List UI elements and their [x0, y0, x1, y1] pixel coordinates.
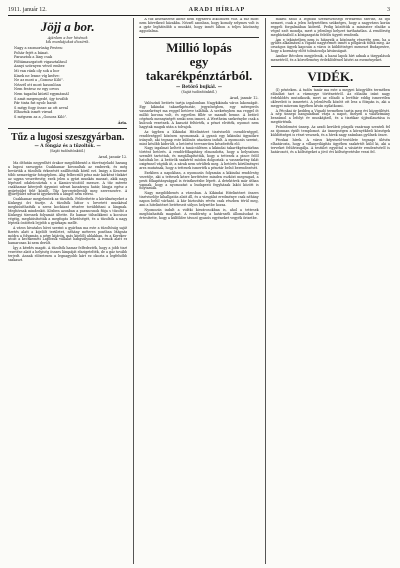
- verse-line: S mégsem az a „Gonosz Kiló”.: [14, 114, 68, 119]
- paragraph: Ezekben a napokban, a nyomozás folyamán a kikindai rendőrség vezetője, aki a tettesek kézre kerítésére minden eszközt megragad, a pesti főkapitánysággal is érintkezésbe lépett. A detektívek már útban vannak, hogy a nyomozást a budapesti fegyházak lakói között is folytassák.: [139, 170, 259, 191]
- article-body: [8, 162, 127, 263]
- column-3: [265, 18, 390, 564]
- paragraph: Csakhamar megjelentek az tűzoltók. Felderítette a körülményeket a Kiskegyi őri tisztje. A tűzoltók bátor s bevetett munkával meghiúsíthatták a szesz kockázat részére továbbítani a lángnak. Meghívnak mindenkit. Közben azonban a parancsnok fiúja s tűzoltó a Kiskegyi tízesnek folyamát ültette. Ez hamar túlszökkent a kocsisor végéig, meghiúsították a megfogás lehetőségét, és a tűzoltók a nagy lépteik öntöttek lejjebb a gyárkapu mellé.: [8, 197, 128, 225]
- article-subtitle: — A föngáz és a tűzoltók. —: [34, 144, 101, 150]
- article-body: [139, 102, 258, 220]
- verse-line: Kinek ne lenne víg kedve:: [14, 73, 60, 78]
- divider: [271, 66, 390, 67]
- paragraph: Nagy izgalmat keltett a tanácsülésen a kikindai takarékpénztárban történt betörés. A rendőrfőkapitány elmondotta, hogy a helyszínen szemlét tartottak, és megállapították, hogy a tettesek a pince felől hatoltak be. A betörők szakértő módon dolgoztak: a vasszekrény falát oxigénnel vágták át, a zárak nem sérültek meg. A betörés körülményei arra mutatnak, hogy a tettesek ismerték a pénztár belső berendezését.: [139, 146, 259, 170]
- poem-dedication: Ajánlom a bor hívének kik munkájukat dicsérik.: [45, 36, 90, 44]
- newspaper-name: ARADI HÍRLAP: [188, 6, 246, 13]
- columns: [8, 18, 390, 564]
- article-subtitle: — Betörő bujkál. —: [175, 84, 222, 90]
- verse-line: Elhoztuk ismét virrad: [14, 110, 53, 115]
- poem-signature: Ária.: [117, 120, 128, 125]
- verse-line: Nem tagadni kiürül egymásnál: [14, 91, 69, 96]
- article-dateline: Arad, január 12.: [98, 155, 128, 160]
- paragraph: (I) pénteken. A tudós tanár ma este a megyei közgyűlés termében előadást tart a vármegye történetéről. Az előadás iránt nagy érdeklődés mutatkozik, mert az előadó a levéltár eddig ismeretlen okleveleit is ismerteti. A jelenlévők között ott lesz a főispán is, aki a megyei múzeum ügyében kíván nyilatkozni.: [270, 87, 390, 108]
- paragraph: mikről szóló a legfőbb szerkesztőségi értékrend szerint, az ifjú nemzet, csak a jelen helyzetében szükséges, hogy a nagyváros korán reggeli forgalmában kiderül. Pedig közöttük a miniszter elnöke a végső szót mondja, mert a jelenlegi helyzet tarthatatlan. A rendőrség megbízásából a közigazgatás felelős ügyeit rendezik.: [270, 18, 390, 37]
- article-source: (Saját tudósítónktól.): [50, 149, 86, 154]
- verse-line: Ne az most a „Gonosz Kiló”.: [14, 78, 64, 83]
- article-title: Tűz a lugosi szeszgyárban.: [10, 132, 125, 144]
- column-2: [133, 18, 258, 564]
- paragraph: Felsőeleméri ünnep. Az aradi kerületi püspök vasárnap szenteli fel az újonnan épült templomot. Az ünnepségen a környékbeli községek küldöttségei is részt vesznek, és a hívek nagy számban gyűlnek össze.: [270, 125, 390, 137]
- paragraph: Az ügyben a Kikindai Hitelintézet tisztviselői csendőrséggel, rendőrséggel közösen nyomoznak. A gyanú egy kikindai ügynökre irányult, aki tegnap este különös utazásra indult. A nyomozás szerint, mint később kiderült, a betörést tervszerűen készítették elő.: [139, 129, 259, 146]
- section-title: VIDÉK.: [307, 68, 354, 84]
- verse-line: Mi van ránk oly sok a bor: [14, 68, 60, 73]
- issue-date: 1911. január 12.: [8, 6, 47, 13]
- verse-line: Parasztok a lány csak: [14, 55, 53, 60]
- article-title: Millió lopás egy takarékpénztárból.: [145, 39, 253, 83]
- masthead: [8, 4, 390, 16]
- divider: [8, 128, 127, 129]
- verse-line: Nem festesz ez egy orvos: [14, 87, 60, 92]
- divider: [139, 37, 258, 38]
- verse-line: S amit megengedé, így tovább: [14, 96, 68, 101]
- page-number: 3: [386, 6, 390, 13]
- article-dateline: Arad, január 12.: [229, 95, 259, 100]
- continued-text: [139, 18, 258, 34]
- paragraph: A Pécskai úr kedden a Vigadó termében tartja meg évi közgyűlését. A nép ünnepi hangulatban várja a napot, melyen a választmány beszámol a lefolyt év munkájáról, és a tisztikar újjáválasztása is megtörténik.: [270, 108, 390, 125]
- divider: [312, 86, 348, 87]
- article-source: (Saját tudósítónktól.): [181, 89, 217, 94]
- paragraph: A város hivatalos hírei szerint a gyárban ma este a tűzoltóság saját fizetés alatt a kijelölt területet, néhány méteres pontban Mágnás módra a folyamán a négy kijárón, más kijelölt ablakban, és a Kerekes-utcát a kecskeméti Lapicsuk vállalat hangsúlyozta. A romok alatt ez hamarosan ki nem derült.: [8, 225, 128, 246]
- paragraph: Nyomozás indult a vidéki kisvárosokban is, ahol a tettesek meghúzhatták magukat. A rendőrség a határszéli állomásokat is értesítette, hogy a külföldre távozó gyanús egyéneket vegyék őrizetbe.: [139, 208, 259, 220]
- paragraph: Pécskai hírek. A város képviselő-testülete tegnapi ülésén elhatározta, hogy a villanyvilágítás ügyében szakértőt küld ki, aki a terveket felülvizsgálja. A testület egyúttal a vásártér rendezéséről is határozott, és a költségeket a jövő évi költségvetésbe veszi fel.: [270, 137, 390, 154]
- verse-line: Nézzél ott most hasonlóan: [14, 82, 61, 87]
- verse-line: Pohár fejét a bánat.: [14, 50, 49, 55]
- paragraph: Nagy megdöbbenés a városban. A Kikindai Hitelintézet összes tisztviselője kihallgatás alatt áll, és a vizsgálat eredménye csak néhány napon belül várható. A kár biztosítás révén csak részben térül meg, ami a hitelintézet betéteseit súlyos helyzetbe hozza.: [139, 191, 259, 208]
- verse-line: Nagy a szomorúság Pesten:: [14, 46, 63, 50]
- paragraph: Ám e tekintetben nem is hiányzik a közönség részvéte sem, ha a gyűlés alkalmával a Vigadó nagytermét ismét a polgárok töltik meg. Az országos ügyek kapcsán a város is küldöttséget meneszt Budapestre, hogy a kormány előtt tolmácsolja kívánságait.: [270, 37, 390, 54]
- verse-line: Pár tinta fut nyolc barát: [14, 101, 57, 106]
- verse-line: S mégy fogy össze az ott avval: [14, 105, 69, 110]
- section-body: [271, 89, 390, 155]
- paragraph: Valószínű betörés tartja izgalomban Nagykikinda város lakosságát. Egy kikindai takarékpénztár, jegyzőségben, egy méregerős vasszekrényt ma reggel betörve találták. A szekrényben ma reggel öt millió korona volt, és egyetlen fillér se maradt benne. A betörő cégének mennyiségét senki sem ismeri. A Wertheim szekrénybe csak a kulcsok vezetnek. A kasszát feltörték, a pénzt elvitték, nyomot nem hagytak maguk után a tolvajok.: [139, 101, 259, 129]
- verse-line: Föltámaszgatott vigasztalásul: [14, 59, 67, 64]
- column-1: [8, 18, 127, 564]
- continued-text: [271, 18, 390, 63]
- poem-verse: [8, 46, 127, 120]
- paragraph: A tűz keletkezése kifelé nem egyszerű átköltözés volt. A tűz most nem következő házakba. Nézzél azonban, hogy komoly selymes volt is a gyár leghátsóbb a munkát, hogy ismét lábon a teljes közönség aggodalma.: [139, 18, 259, 33]
- paragraph: Így a kérdés magát. A tűzoltók hamar felfedezték, hogy a jobb tiszt vezetése alatt a helyiség összes lámpáját elszigetelték, de a gáz tovább terjedt. Annak előzetesen a legnagyobb kárt ez okozta a legfelsőbb szakaszt.: [8, 246, 128, 262]
- paragraph: Amikor Bécsben megjelenik, a hazai lapok hírt adnak a tárgyalások menetéről, és a közvélemény érdeklődéssel kíséri az eseményeket.: [270, 54, 390, 63]
- verse-line: Annyi szörnyen vérző ember.: [14, 64, 66, 69]
- poem-title: Jöjj a bor.: [40, 19, 95, 34]
- paragraph: Ma délután negyedhét órakor megdöbbentő a tűzvészjeladó harang a lugosi szeszgyár. Csakhamar kivonultak az emberek, és még bevárták a tűzoltók érkezését szállították körül ezt. Imigy a Keszemt több nemzetgyár fotogépben. Alig felbecsült pénz már kárként tűzkárt az ugyan veszetteség; ezek jelen a gyári munkás maszat, akik nagy lépéssel odabúcsúztak s a Kamics-utcától messze. A tűz mérete csakhamar kiterjedt úgymint udvari kaszárnya határ, lángja egész a gyárépület felé közölt. Tűz hercegteljesült meg szerencsére. A gyárépület udvarát igyekezték a lángot nem elérni.: [8, 161, 128, 197]
